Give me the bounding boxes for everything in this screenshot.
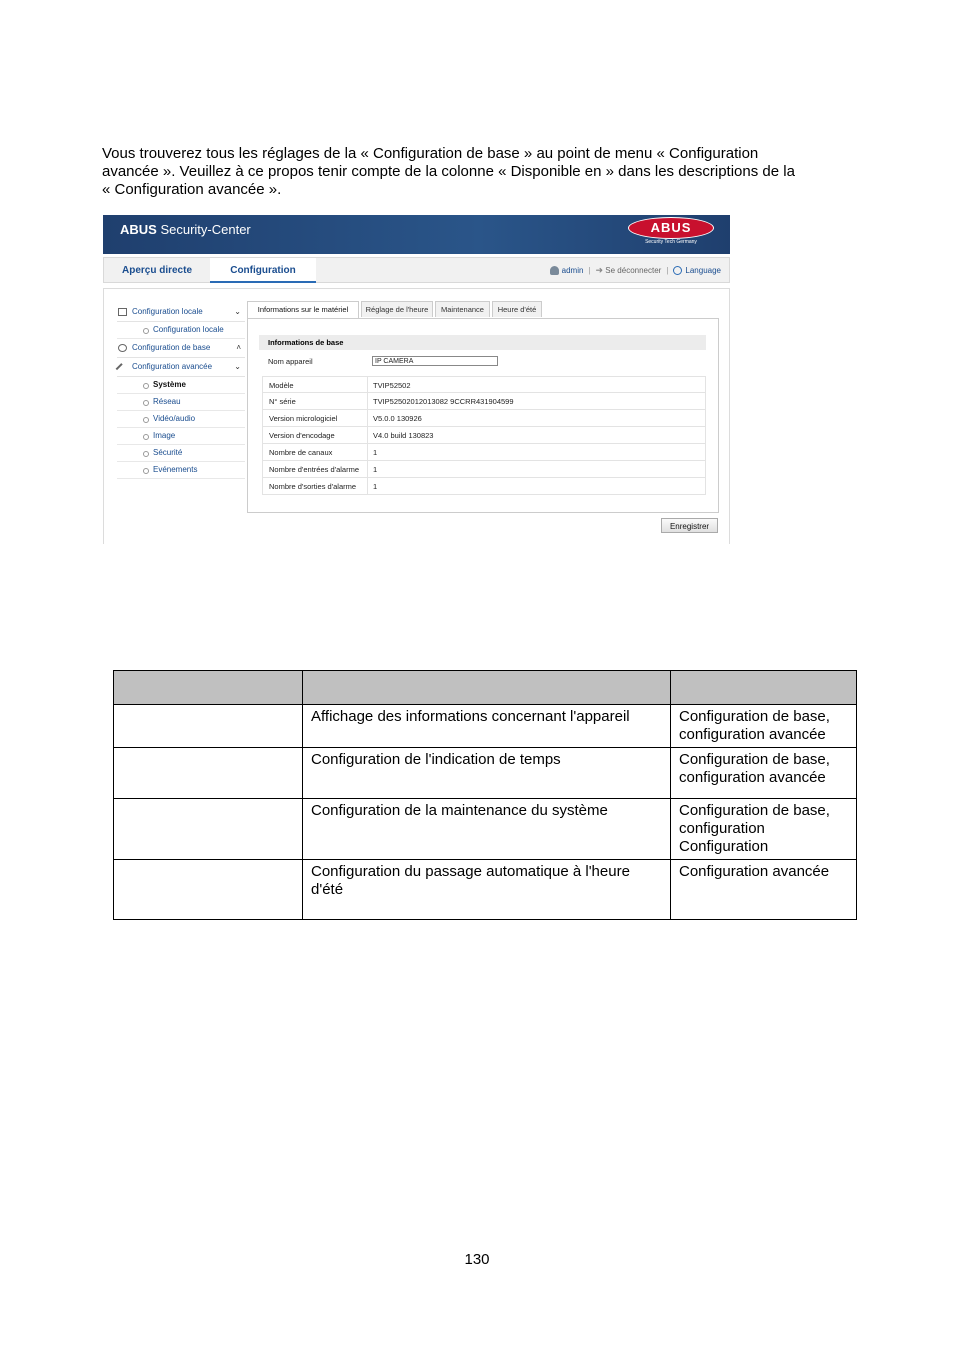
sidebar-local-label: Configuration locale: [132, 307, 203, 316]
sidebar-item-events[interactable]: Evénements: [117, 462, 245, 479]
app-brand: [120, 222, 251, 237]
brand-rest: Security-Center: [156, 222, 251, 237]
app-banner: [103, 215, 730, 254]
info-value: TVIP52502012013082 9CCRR431904599: [367, 393, 514, 409]
sidebar-item-security[interactable]: Sécurité: [117, 445, 245, 462]
table-header-cell: [671, 671, 857, 705]
info-label: Nombre d'entrées d'alarme: [269, 465, 359, 474]
table-cell: [114, 748, 303, 799]
availability-line: Configuration de base,: [679, 708, 830, 725]
table-row: [114, 860, 857, 920]
tab-dst[interactable]: Heure d'été: [492, 301, 542, 317]
info-label: Version d'encodage: [269, 431, 335, 440]
page-number: 130: [464, 1251, 490, 1268]
sidebar-local-config[interactable]: [117, 303, 245, 322]
sidebar-base-config[interactable]: [117, 339, 245, 358]
group-title: Informations de base: [259, 335, 706, 350]
wrench-icon: [116, 363, 124, 371]
info-value: V5.0.0 130926: [367, 410, 422, 426]
info-value: V4.0 build 130823: [367, 427, 433, 443]
logout-link[interactable]: Se déconnecter: [605, 266, 662, 275]
tab-hardware-info[interactable]: Informations sur le matériel: [247, 301, 359, 318]
availability-line: Configuration de base,: [679, 751, 830, 768]
info-value: 1: [367, 461, 377, 477]
brand-bold: ABUS: [120, 222, 157, 237]
logo-tagline: Security Tech Germany: [645, 239, 697, 245]
info-value: 1: [367, 444, 377, 460]
info-label: Modèle: [269, 381, 294, 390]
table-cell: [671, 748, 857, 799]
info-row: [262, 461, 706, 478]
availability-line: configuration: [679, 820, 765, 837]
table-cell: [114, 860, 303, 920]
sidebar-item-system[interactable]: Système: [117, 377, 245, 394]
user-link[interactable]: admin: [561, 266, 584, 275]
nav-user-area: admin | ➜ Se déconnecter | Language: [550, 258, 721, 283]
info-label: Version micrologiciel: [269, 414, 338, 423]
table-cell: Affichage des informations concernant l'appareil: [303, 705, 671, 748]
info-label: N° série: [269, 397, 296, 406]
info-label: Nombre de canaux: [269, 448, 333, 457]
sidebar-item-video-audio[interactable]: Vidéo/audio: [117, 411, 245, 428]
table-row: [114, 705, 857, 748]
info-row: [262, 376, 706, 393]
config-tabs: [247, 301, 719, 319]
info-row: [262, 427, 706, 444]
table-cell: [671, 799, 857, 860]
app-screenshot: [103, 215, 730, 544]
nav-tab-configuration[interactable]: Configuration: [210, 258, 316, 283]
tab-maintenance[interactable]: Maintenance: [435, 301, 490, 317]
user-icon: [550, 266, 559, 275]
table-header-cell: [114, 671, 303, 705]
table-cell: Configuration de la maintenance du système: [303, 799, 671, 860]
table-cell: [114, 705, 303, 748]
info-value: 1: [367, 478, 377, 494]
intro-paragraph: [102, 145, 862, 199]
top-nav: [103, 257, 730, 283]
nav-tab-live-view[interactable]: Aperçu directe: [121, 265, 193, 276]
sidebar-advanced-config[interactable]: [117, 358, 245, 377]
info-row: [262, 478, 706, 495]
sidebar-item-local-config[interactable]: Configuration locale: [117, 322, 245, 339]
monitor-icon: [118, 308, 127, 316]
language-link[interactable]: Language: [685, 266, 721, 275]
sidebar-item-network[interactable]: Réseau: [117, 394, 245, 411]
globe-icon: [673, 266, 682, 275]
table-cell: Configuration de l'indication de temps: [303, 748, 671, 799]
intro-line-1: Vous trouverez tous les réglages de la « Configuration de base » au point de menu « Configuration: [102, 145, 759, 162]
table-row: [114, 748, 857, 799]
table-cell: [114, 799, 303, 860]
table-cell: [671, 705, 857, 748]
abus-logo: [628, 217, 714, 243]
info-row: [262, 410, 706, 427]
main-frame: [103, 288, 730, 544]
table-row: [114, 799, 857, 860]
intro-line-2: avancée ». Veuillez à ce propos tenir compte de la colonne « Disponible en » dans les descriptions de la: [102, 163, 795, 180]
chevron-down-icon: ⌄: [234, 307, 241, 316]
chevron-up-icon: ˄: [236, 343, 241, 352]
chevron-down-icon: ⌄: [234, 362, 241, 371]
availability-line: configuration avancée: [679, 726, 826, 743]
table-cell: Configuration du passage automatique à l'heure d'été: [303, 860, 671, 920]
sidebar-item-image[interactable]: Image: [117, 428, 245, 445]
info-value: TVIP52502: [367, 377, 411, 393]
sidebar-advanced-label: Configuration avancée: [132, 362, 213, 371]
table-header-row: [114, 671, 857, 705]
sidebar: [117, 303, 245, 479]
device-name-label: Nom appareil: [268, 357, 313, 366]
table-header-cell: [303, 671, 671, 705]
gear-icon: [118, 344, 127, 352]
availability-line: configuration avancée: [679, 769, 826, 786]
description-table: [113, 670, 857, 920]
device-name-input[interactable]: IP CAMERA: [372, 356, 498, 366]
logout-icon: ➜: [595, 265, 604, 275]
availability-line: Configuration de base,: [679, 802, 830, 819]
info-row: [262, 393, 706, 410]
availability-line: Configuration: [679, 838, 769, 855]
logo-text: ABUS: [650, 220, 692, 235]
tab-time-settings[interactable]: Réglage de l'heure: [361, 301, 433, 317]
info-label: Nombre d'sorties d'alarme: [269, 482, 357, 491]
table-cell: Configuration avancée: [671, 860, 857, 920]
device-name-row: [262, 353, 706, 370]
info-row: [262, 444, 706, 461]
save-button[interactable]: Enregistrer: [661, 518, 718, 533]
intro-line-3: « Configuration avancée ».: [102, 181, 282, 198]
sidebar-base-label: Configuration de base: [132, 343, 211, 352]
